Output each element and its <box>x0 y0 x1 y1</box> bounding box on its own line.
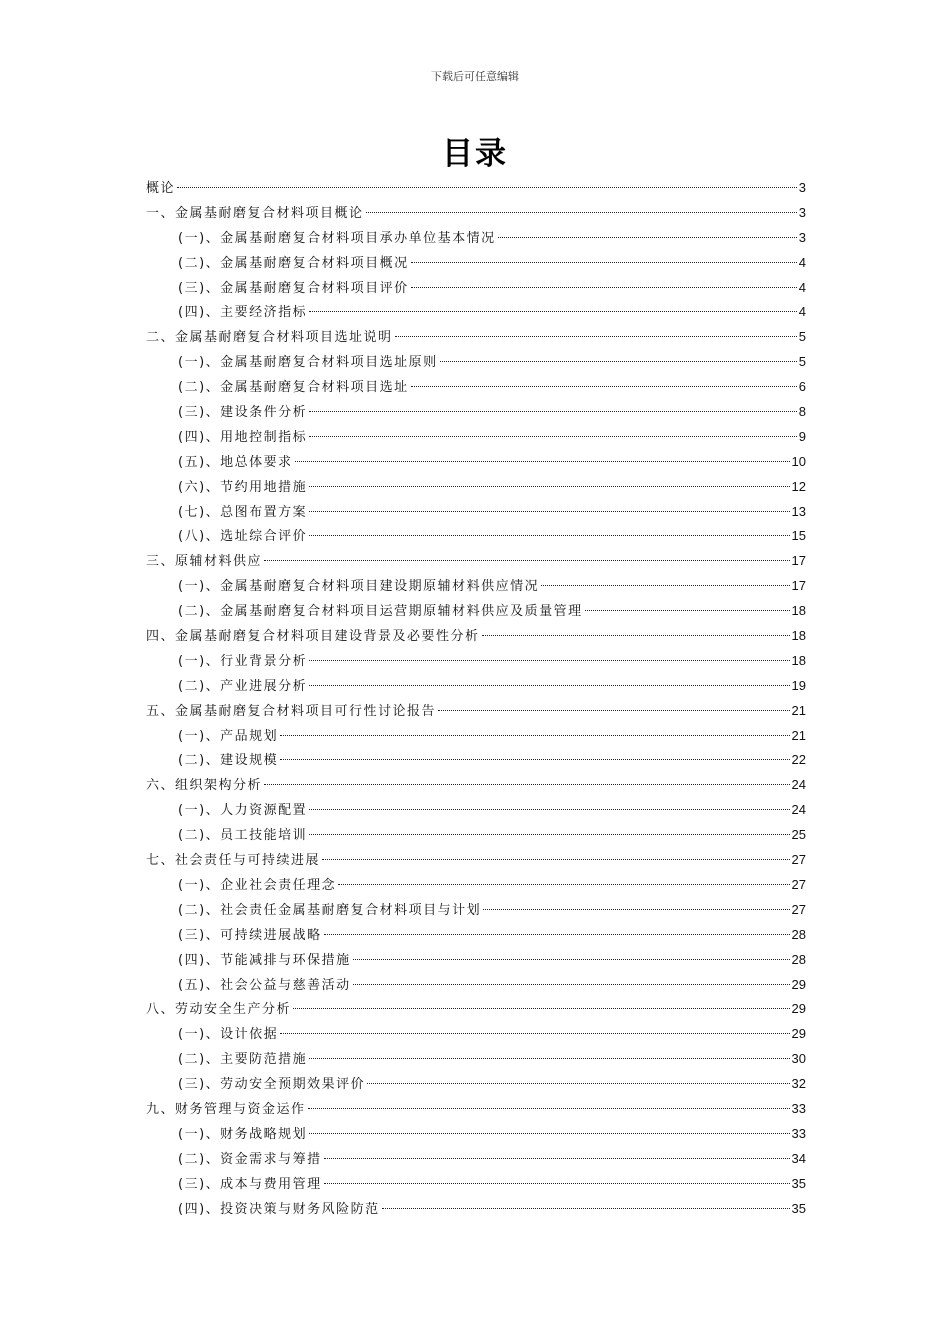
toc-entry-page-number: 5 <box>798 329 806 345</box>
toc-dot-leader <box>280 759 789 760</box>
toc-entry-page-number: 21 <box>791 702 806 718</box>
toc-entry-label: (四)、主要经济指标 <box>178 305 308 321</box>
toc-dot-leader <box>411 287 797 288</box>
toc-entry-label: (七)、总图布置方案 <box>178 504 308 520</box>
toc-dot-leader <box>309 1058 789 1059</box>
toc-entry-label: (一)、设计依据 <box>178 1027 279 1043</box>
toc-entry-page-number: 3 <box>798 204 806 220</box>
toc-entry[interactable] <box>146 375 806 400</box>
toc-entry-label: (一)、企业社会责任理念 <box>178 877 337 893</box>
toc-entry[interactable] <box>146 848 806 873</box>
page-title: 目录 <box>442 136 508 172</box>
table-of-contents <box>146 176 806 1221</box>
toc-entry-page-number: 35 <box>791 1175 806 1191</box>
toc-entry-page-number: 6 <box>798 379 806 395</box>
toc-entry-page-number: 29 <box>791 1026 806 1042</box>
toc-entry[interactable] <box>146 674 806 699</box>
toc-entry-label: (二)、社会责任金属基耐磨复合材料项目与计划 <box>178 902 482 918</box>
toc-entry[interactable] <box>146 798 806 823</box>
toc-entry[interactable] <box>146 1122 806 1147</box>
toc-entry-label: 三、原辅材料供应 <box>146 554 263 570</box>
toc-dot-leader <box>309 809 789 810</box>
toc-entry-label: (二)、资金需求与筹措 <box>178 1151 322 1167</box>
toc-entry-label: 四、金属基耐磨复合材料项目建设背景及必要性分析 <box>146 629 480 645</box>
toc-dot-leader <box>382 1208 790 1209</box>
toc-dot-leader <box>395 336 797 337</box>
toc-entry-label: (一)、人力资源配置 <box>178 803 308 819</box>
toc-entry-page-number: 18 <box>791 652 806 668</box>
toc-entry[interactable] <box>146 276 806 301</box>
toc-dot-leader <box>324 934 790 935</box>
toc-entry-label: (二)、产业进展分析 <box>178 678 308 694</box>
toc-entry[interactable] <box>146 599 806 624</box>
toc-entry-label: (二)、建设规模 <box>178 753 279 769</box>
toc-dot-leader <box>498 237 797 238</box>
toc-entry-page-number: 27 <box>791 901 806 917</box>
toc-entry-label: (一)、金属基耐磨复合材料项目建设期原辅材料供应情况 <box>178 579 540 595</box>
toc-entry[interactable] <box>146 226 806 251</box>
toc-dot-leader <box>541 585 789 586</box>
toc-dot-leader <box>440 361 797 362</box>
toc-entry-label: (一)、行业背景分析 <box>178 653 308 669</box>
toc-entry-page-number: 18 <box>791 628 806 644</box>
toc-dot-leader <box>411 262 797 263</box>
toc-entry-label: (一)、金属基耐磨复合材料项目承办单位基本情况 <box>178 230 496 246</box>
toc-dot-leader <box>309 685 789 686</box>
toc-entry[interactable] <box>146 748 806 773</box>
toc-entry-label: 二、金属基耐磨复合材料项目选址说明 <box>146 330 393 346</box>
toc-entry-page-number: 17 <box>791 553 806 569</box>
toc-entry-page-number: 12 <box>791 478 806 494</box>
toc-dot-leader <box>264 784 790 785</box>
toc-entry-label: (四)、投资决策与财务风险防范 <box>178 1201 380 1217</box>
toc-entry[interactable] <box>146 400 806 425</box>
toc-entry-page-number: 28 <box>791 926 806 942</box>
toc-entry[interactable] <box>146 1072 806 1097</box>
toc-entry[interactable] <box>146 873 806 898</box>
toc-entry[interactable] <box>146 649 806 674</box>
toc-dot-leader <box>309 311 797 312</box>
toc-dot-leader <box>367 1083 789 1084</box>
toc-dot-leader <box>309 834 789 835</box>
toc-dot-leader <box>309 535 789 536</box>
toc-entry[interactable] <box>146 1022 806 1047</box>
toc-entry-label: (五)、地总体要求 <box>178 454 293 470</box>
toc-entry-page-number: 24 <box>791 802 806 818</box>
toc-entry[interactable] <box>146 325 806 350</box>
toc-entry-label: 八、劳动安全生产分析 <box>146 1002 292 1018</box>
toc-entry[interactable] <box>146 1172 806 1197</box>
toc-entry-page-number: 19 <box>791 677 806 693</box>
toc-entry-page-number: 33 <box>791 1125 806 1141</box>
toc-entry[interactable] <box>146 549 806 574</box>
toc-entry-label: (三)、可持续进展战略 <box>178 927 322 943</box>
toc-entry-page-number: 35 <box>791 1200 806 1216</box>
toc-entry-page-number: 3 <box>798 180 806 195</box>
toc-entry-page-number: 27 <box>791 852 806 868</box>
toc-entry[interactable] <box>146 475 806 500</box>
toc-dot-leader <box>293 1008 790 1009</box>
toc-entry[interactable] <box>146 350 806 375</box>
toc-entry-label: (二)、金属基耐磨复合材料项目选址 <box>178 380 409 396</box>
toc-dot-leader <box>353 959 790 960</box>
toc-entry[interactable] <box>146 524 806 549</box>
toc-entry[interactable] <box>146 624 806 649</box>
toc-entry-label: (三)、成本与费用管理 <box>178 1176 322 1192</box>
toc-dot-leader <box>324 1183 790 1184</box>
toc-dot-leader <box>366 212 797 213</box>
toc-dot-leader <box>585 610 790 611</box>
toc-dot-leader <box>324 1158 790 1159</box>
toc-dot-leader <box>411 386 797 387</box>
toc-entry-page-number: 24 <box>791 777 806 793</box>
toc-entry[interactable] <box>146 699 806 724</box>
toc-entry-label: (一)、产品规划 <box>178 728 279 744</box>
toc-entry-label: 九、财务管理与资金运作 <box>146 1101 306 1117</box>
toc-entry-label: (四)、节能减排与环保措施 <box>178 952 351 968</box>
toc-entry[interactable] <box>146 1147 806 1172</box>
toc-dot-leader <box>483 909 789 910</box>
toc-entry-label: (五)、社会公益与慈善活动 <box>178 977 351 993</box>
toc-entry-label: (三)、金属基耐磨复合材料项目评价 <box>178 280 409 296</box>
toc-entry-page-number: 32 <box>791 1076 806 1092</box>
toc-entry-label: 概论 <box>146 181 176 196</box>
toc-dot-leader <box>309 1133 789 1134</box>
toc-dot-leader <box>353 984 790 985</box>
toc-dot-leader <box>308 1108 790 1109</box>
toc-entry[interactable] <box>146 176 806 201</box>
toc-entry[interactable] <box>146 1197 806 1222</box>
toc-dot-leader <box>338 884 789 885</box>
toc-entry-page-number: 29 <box>791 1001 806 1017</box>
toc-entry-page-number: 33 <box>791 1100 806 1116</box>
toc-dot-leader <box>309 660 789 661</box>
toc-entry-label: (八)、选址综合评价 <box>178 529 308 545</box>
toc-entry-page-number: 9 <box>798 428 806 444</box>
toc-entry-label: (六)、节约用地措施 <box>178 479 308 495</box>
toc-dot-leader <box>438 710 790 711</box>
toc-entry[interactable] <box>146 500 806 525</box>
toc-entry-page-number: 4 <box>798 304 806 320</box>
toc-entry-page-number: 25 <box>791 827 806 843</box>
toc-entry[interactable] <box>146 425 806 450</box>
toc-entry[interactable] <box>146 823 806 848</box>
toc-entry-page-number: 3 <box>798 229 806 245</box>
toc-entry-page-number: 29 <box>791 976 806 992</box>
toc-entry-page-number: 28 <box>791 951 806 967</box>
header-note: 下载后可任意编辑 <box>431 70 519 83</box>
toc-entry-page-number: 8 <box>798 404 806 420</box>
toc-entry-page-number: 34 <box>791 1150 806 1166</box>
toc-entry-label: 七、社会责任与可持续进展 <box>146 853 321 869</box>
toc-entry-label: 六、组织架构分析 <box>146 778 263 794</box>
toc-dot-leader <box>309 511 789 512</box>
toc-entry-label: (二)、金属基耐磨复合材料项目概况 <box>178 255 409 271</box>
toc-entry-label: (二)、金属基耐磨复合材料项目运营期原辅材料供应及质量管理 <box>178 604 583 620</box>
toc-entry[interactable] <box>146 773 806 798</box>
toc-entry[interactable] <box>146 898 806 923</box>
toc-entry-page-number: 18 <box>791 603 806 619</box>
toc-entry-label: (一)、财务战略规划 <box>178 1126 308 1142</box>
toc-entry-label: (二)、员工技能培训 <box>178 828 308 844</box>
toc-entry[interactable] <box>146 450 806 475</box>
toc-entry-page-number: 17 <box>791 578 806 594</box>
toc-entry[interactable] <box>146 300 806 325</box>
toc-dot-leader <box>482 635 790 636</box>
toc-entry-label: (三)、建设条件分析 <box>178 405 308 421</box>
toc-entry[interactable] <box>146 997 806 1022</box>
toc-entry-page-number: 21 <box>791 727 806 743</box>
toc-entry-label: (四)、用地控制指标 <box>178 429 308 445</box>
toc-dot-leader <box>177 187 797 188</box>
toc-dot-leader <box>264 560 790 561</box>
toc-entry[interactable] <box>146 574 806 599</box>
toc-entry-page-number: 4 <box>798 279 806 295</box>
toc-dot-leader <box>309 411 797 412</box>
toc-entry-page-number: 10 <box>791 453 806 469</box>
toc-entry[interactable] <box>146 973 806 998</box>
toc-entry-page-number: 22 <box>791 752 806 768</box>
toc-entry-page-number: 4 <box>798 254 806 270</box>
toc-entry-page-number: 5 <box>798 354 806 370</box>
toc-entry[interactable] <box>146 948 806 973</box>
toc-entry-label: (一)、金属基耐磨复合材料项目选址原则 <box>178 355 438 371</box>
toc-entry-page-number: 15 <box>791 528 806 544</box>
toc-entry[interactable] <box>146 724 806 749</box>
toc-entry[interactable] <box>146 923 806 948</box>
toc-entry-label: 一、金属基耐磨复合材料项目概论 <box>146 205 364 221</box>
toc-entry[interactable] <box>146 1097 806 1122</box>
toc-entry[interactable] <box>146 201 806 226</box>
toc-entry-label: (三)、劳动安全预期效果评价 <box>178 1077 366 1093</box>
toc-dot-leader <box>309 486 789 487</box>
toc-dot-leader <box>295 461 790 462</box>
toc-entry-page-number: 30 <box>791 1051 806 1067</box>
toc-entry[interactable] <box>146 251 806 276</box>
toc-dot-leader <box>280 735 789 736</box>
toc-entry[interactable] <box>146 1047 806 1072</box>
toc-dot-leader <box>322 859 790 860</box>
toc-dot-leader <box>309 436 797 437</box>
toc-entry-label: 五、金属基耐磨复合材料项目可行性讨论报告 <box>146 703 437 719</box>
toc-dot-leader <box>280 1033 789 1034</box>
toc-entry-page-number: 27 <box>791 876 806 892</box>
toc-entry-label: (二)、主要防范措施 <box>178 1052 308 1068</box>
toc-entry-page-number: 13 <box>791 503 806 519</box>
